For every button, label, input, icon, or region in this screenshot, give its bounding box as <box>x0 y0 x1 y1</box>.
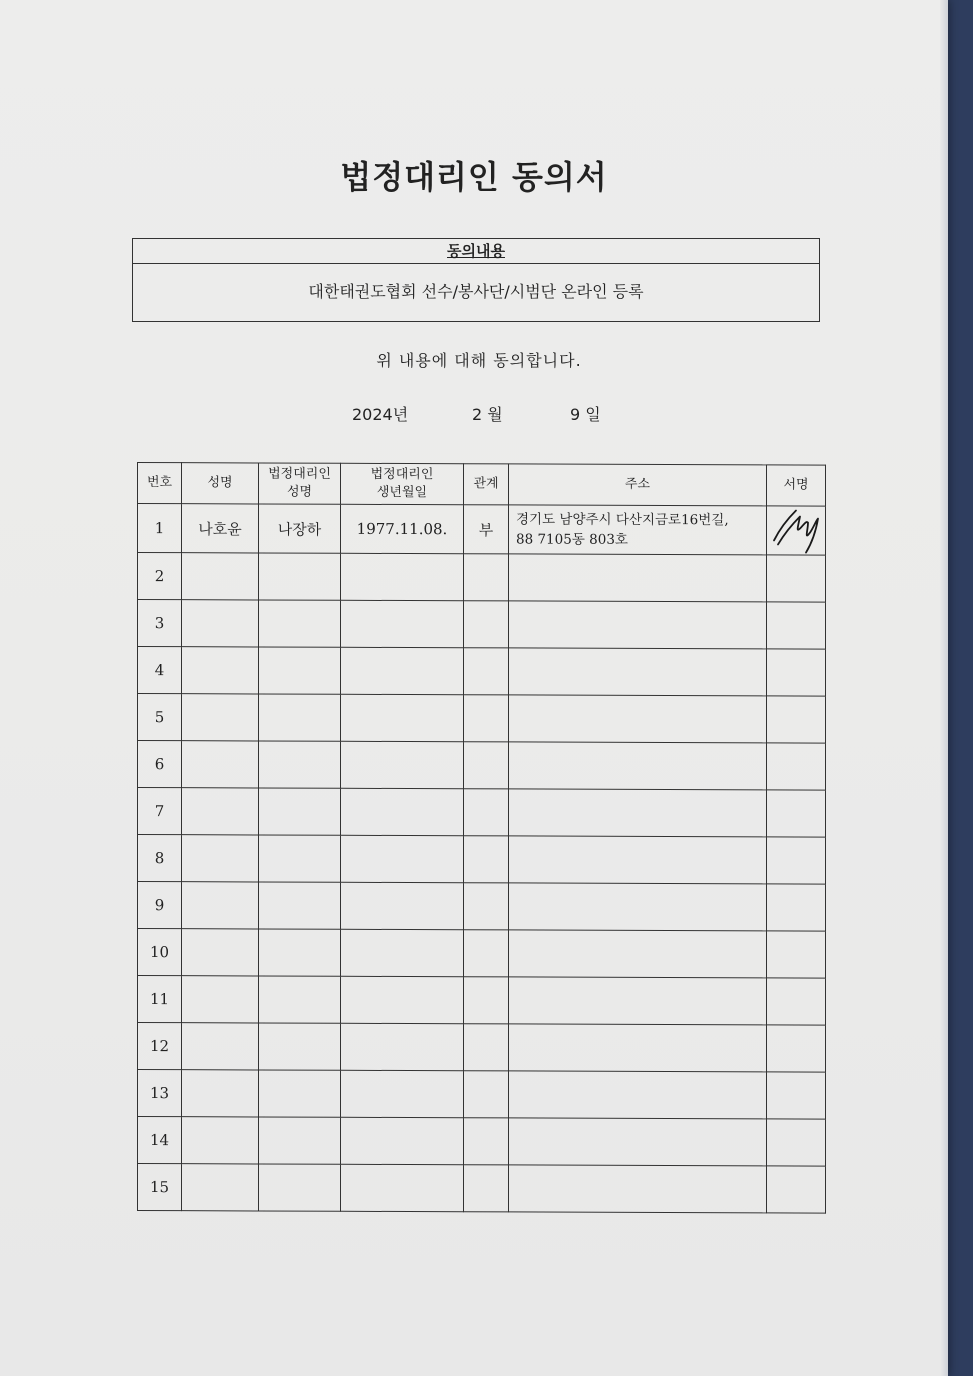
cell-no: 13 <box>138 1070 182 1117</box>
cell-no: 7 <box>138 788 182 835</box>
cell-relation <box>464 648 509 695</box>
cell-address <box>509 883 767 931</box>
cell-no: 3 <box>138 600 182 647</box>
cell-relation: 부 <box>464 505 509 554</box>
cell-address <box>509 977 767 1025</box>
cell-relation <box>464 836 509 883</box>
cell-no: 9 <box>138 882 182 929</box>
table-row <box>138 741 826 791</box>
cell-signature <box>767 931 826 978</box>
cell-guardian-birth <box>341 1117 464 1164</box>
cell-signature <box>767 506 826 555</box>
header-guardian-birth <box>341 463 464 504</box>
consent-text: 대한태권도협회 선수/봉사단/시범단 온라인 등록 <box>308 282 644 301</box>
cell-no: 4 <box>138 647 182 694</box>
cell-signature <box>767 837 826 884</box>
cell-name <box>182 976 259 1023</box>
cell-guardian-birth <box>341 929 464 976</box>
cell-relation <box>464 695 509 742</box>
cell-name <box>182 741 259 788</box>
table-row <box>138 1070 826 1120</box>
cell-name <box>182 1023 259 1070</box>
cell-guardian-name <box>259 741 341 788</box>
table-row <box>138 553 826 603</box>
date-year: 2024년 <box>352 405 409 424</box>
table-row <box>138 976 826 1026</box>
header-guardian-birth-line1: 법정대리인 <box>370 466 434 483</box>
cell-name <box>182 882 259 929</box>
cell-address <box>509 695 767 743</box>
cell-guardian-birth <box>341 1070 464 1117</box>
cell-no: 8 <box>138 835 182 882</box>
cell-relation <box>464 554 509 601</box>
handwritten-signature <box>770 506 822 554</box>
cell-guardian-birth <box>341 1164 464 1211</box>
table-row <box>138 647 826 697</box>
date-month: 2 월 <box>472 405 503 424</box>
cell-signature <box>767 1072 826 1119</box>
cell-address <box>509 930 767 978</box>
cell-guardian-name <box>259 882 341 929</box>
cell-signature <box>767 1119 826 1166</box>
cell-relation <box>464 601 509 648</box>
cell-name <box>182 1164 259 1211</box>
header-guardian-birth-line2: 생년월일 <box>376 484 428 501</box>
cell-guardian-birth <box>341 600 464 647</box>
table-row <box>138 882 826 932</box>
cell-signature <box>767 602 826 649</box>
cell-relation <box>464 930 509 977</box>
cell-guardian-name <box>259 976 341 1023</box>
cell-relation <box>464 1165 509 1212</box>
cell-signature <box>767 884 826 931</box>
table-row <box>138 1023 826 1073</box>
cell-no: 6 <box>138 741 182 788</box>
header-signature: 서명 <box>767 465 826 506</box>
cell-address <box>509 601 767 649</box>
cell-signature <box>767 1166 826 1213</box>
cell-address <box>509 742 767 790</box>
cell-guardian-name <box>259 553 341 600</box>
cell-address <box>509 554 767 602</box>
cell-guardian-birth: 1977.11.08. <box>341 504 464 553</box>
cell-guardian-name <box>259 1164 341 1211</box>
cell-signature <box>767 978 826 1025</box>
cell-no: 5 <box>138 694 182 741</box>
table-row <box>138 1164 826 1214</box>
cell-name <box>182 835 259 882</box>
date-day: 9 일 <box>570 405 601 424</box>
cell-name: 나호윤 <box>182 504 259 553</box>
guardian-table <box>137 462 826 1214</box>
cell-guardian-birth <box>341 976 464 1023</box>
cell-guardian-birth <box>341 741 464 788</box>
cell-signature <box>767 1025 826 1072</box>
cell-guardian-name: 나장하 <box>259 504 341 553</box>
address-line-2: 88 7105동 803호 <box>516 531 628 548</box>
cell-no: 1 <box>138 504 182 553</box>
cell-address <box>509 1071 767 1119</box>
cell-guardian-birth <box>341 553 464 600</box>
header-relation: 관계 <box>464 464 509 505</box>
consent-box <box>132 238 820 322</box>
table-row <box>138 504 826 556</box>
cell-no: 10 <box>138 929 182 976</box>
cell-guardian-birth <box>341 882 464 929</box>
cell-guardian-name <box>259 835 341 882</box>
cell-no: 11 <box>138 976 182 1023</box>
consent-header-label: 동의내용 <box>447 242 505 260</box>
cell-relation <box>464 977 509 1024</box>
table-row <box>138 694 826 744</box>
cell-signature <box>767 649 826 696</box>
cell-guardian-birth <box>341 694 464 741</box>
cell-signature <box>767 696 826 743</box>
header-guardian-name-line2: 성명 <box>286 484 313 500</box>
cell-relation <box>464 1071 509 1118</box>
cell-guardian-name <box>259 694 341 741</box>
cell-guardian-name <box>259 788 341 835</box>
cell-name <box>182 1070 259 1117</box>
header-address: 주소 <box>509 464 767 506</box>
cell-guardian-birth <box>341 1023 464 1070</box>
header-guardian-name <box>259 463 341 504</box>
table-header-row <box>138 463 826 507</box>
cell-signature <box>767 790 826 837</box>
cell-relation <box>464 789 509 836</box>
cell-guardian-name <box>259 1070 341 1117</box>
cell-guardian-name <box>259 600 341 647</box>
header-guardian-name-line1: 법정대리인 <box>268 466 331 482</box>
cell-relation <box>464 1118 509 1165</box>
table-row <box>138 1117 826 1167</box>
cell-address <box>509 836 767 884</box>
header-name: 성명 <box>182 463 259 504</box>
cell-no: 2 <box>138 553 182 600</box>
cell-address <box>509 789 767 837</box>
cell-name <box>182 600 259 647</box>
paper-edge <box>940 0 948 1376</box>
cell-relation <box>464 742 509 789</box>
cell-name <box>182 647 259 694</box>
cell-guardian-name <box>259 1023 341 1070</box>
cell-relation <box>464 1024 509 1071</box>
cell-guardian-name <box>259 647 341 694</box>
cell-no: 12 <box>138 1023 182 1070</box>
cell-name <box>182 929 259 976</box>
cell-signature <box>767 743 826 790</box>
document-title: 법정대리인 동의서 <box>340 158 608 196</box>
cell-address <box>509 505 767 555</box>
cell-guardian-birth <box>341 788 464 835</box>
address-line-1: 경기도 남양주시 다산지금로16번길, <box>516 511 729 529</box>
table-row <box>138 929 826 979</box>
cell-guardian-name <box>259 929 341 976</box>
cell-name <box>182 694 259 741</box>
header-no: 번호 <box>138 463 182 504</box>
consent-statement: 위 내용에 대해 동의합니다. <box>376 351 582 370</box>
cell-name <box>182 553 259 600</box>
cell-address <box>509 1024 767 1072</box>
table-row <box>138 600 826 650</box>
cell-guardian-name <box>259 1117 341 1164</box>
cell-address <box>509 1118 767 1166</box>
cell-no: 14 <box>138 1117 182 1164</box>
cell-guardian-birth <box>341 835 464 882</box>
consent-header <box>133 239 819 264</box>
cell-address <box>509 648 767 696</box>
cell-name <box>182 788 259 835</box>
cell-no: 15 <box>138 1164 182 1211</box>
cell-name <box>182 1117 259 1164</box>
table-row <box>138 835 826 885</box>
cell-signature <box>767 555 826 602</box>
cell-guardian-birth <box>341 647 464 694</box>
table-row <box>138 788 826 838</box>
cell-address <box>509 1165 767 1213</box>
cell-relation <box>464 883 509 930</box>
